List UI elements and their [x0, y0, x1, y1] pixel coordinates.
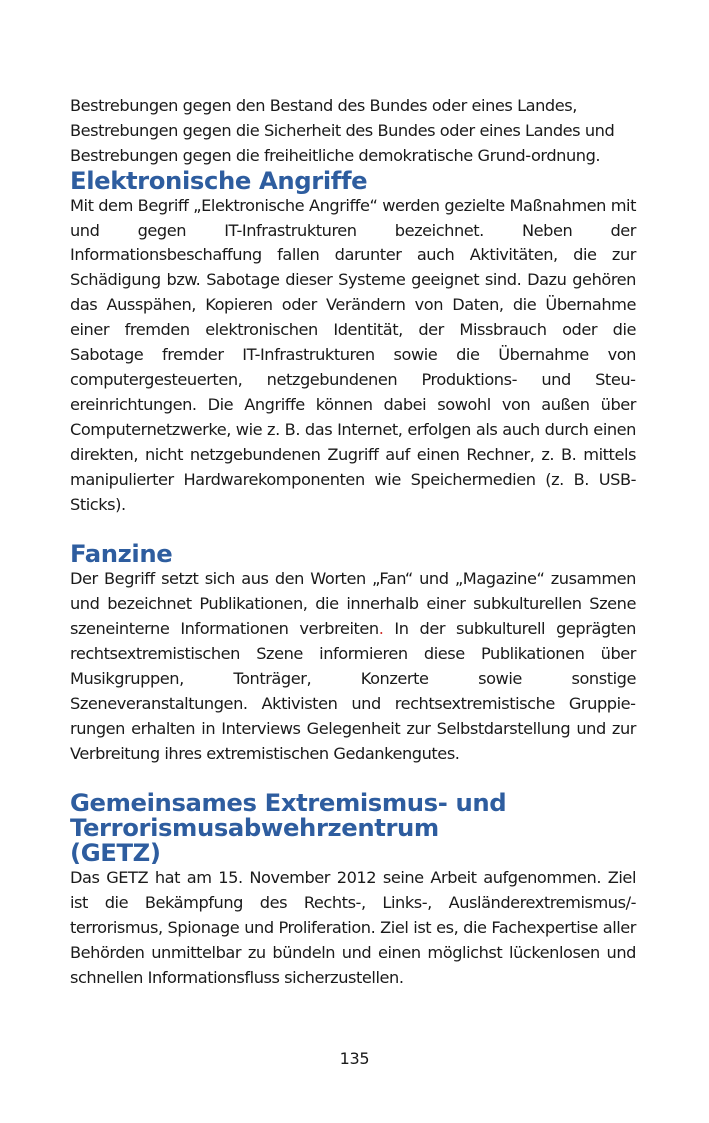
- heading-elektronische-angriffe: Elektronische Angriffe: [70, 165, 368, 195]
- page-number: 135: [339, 1049, 370, 1068]
- intro-paragraph: Bestrebungen gegen den Bestand des Bundes oder eines Landes, Bestrebungen gegen die Sicherheit des Bundes oder eines Landes und Bestrebungen gegen die freiheitliche demokratische Grund-ordnung.: [70, 96, 615, 165]
- heading-getz-line2: (GETZ): [70, 838, 161, 868]
- paragraph-fanzine: [70, 567, 636, 766]
- fanzine-text-part1: Der Begriff setzt sich aus den Worten „Fan“ und „Magazine“ zusammen und bezeichnet Publikationen, die innerhalb einer subkulturellen Szene szeneinterne Informationen verbreiten: [70, 569, 636, 639]
- heading-getz-line1: Gemeinsames Extremismus- und Terrorismusabwehrzentrum: [70, 788, 507, 843]
- fanzine-red-period: .: [378, 619, 384, 639]
- paragraph-getz: Das GETZ hat am 15. November 2012 seine Arbeit aufgenommen. Ziel ist die Bekämpfung des Rechts-, Links-, Ausländerextremismus/-terrorismus, Spionage und Proliferation. Ziel ist es, die Fachexpertise aller Behörden unmittelbar zu bündeln und einen möglichst lückenlosen und schnellen Informationsfluss sicherzustellen.: [70, 868, 636, 987]
- fanzine-text-part2: In der subkulturell geprägten rechtsextremistischen Szene informieren diese Publikationen über Musikgruppen, Tonträger, Konzerte sowie sonstige Szeneveranstaltungen. Aktivisten und rechtsextremistische Gruppierungen erhalten in Interviews Gelegenheit zur Selbstdarstellung und zur Verbreitung ihres extremistischen Gedankengutes.: [70, 619, 636, 763]
- heading-getz: [70, 788, 636, 868]
- paragraph-elektronische-angriffe: Mit dem Begriff „Elektronische Angriffe“ werden gezielte Maßnahmen mit und gegen IT-Infrastrukturen bezeichnet. Neben der Informationsbeschaffung fallen darunter auch Aktivitäten, die zur Schädigung bzw. Sabotage dieser Systeme geeignet sind. Dazu gehören das Ausspähen, Kopieren oder Verändern von Daten, die Übernahme einer fremden elektronischen Identität, der Missbrauch oder die Sabotage fremder IT-Infrastrukturen sowie die Übernahme von computergesteuerten, netzgebundenen Produktions- und Steuereinrichtungen. Die Angriffe können dabei sowohl von außen über Computernetzwerke, wie z. B. das Internet, erfolgen als auch durch einen direkten, nicht netzgebundenen Zugriff auf einen Rechner, z. B. mittels manipulierter Hardwarekomponenten wie Speichermedien (z. B. USB-Sticks).: [70, 195, 636, 514]
- heading-fanzine: Fanzine: [70, 539, 173, 569]
- document-page: [70, 94, 636, 991]
